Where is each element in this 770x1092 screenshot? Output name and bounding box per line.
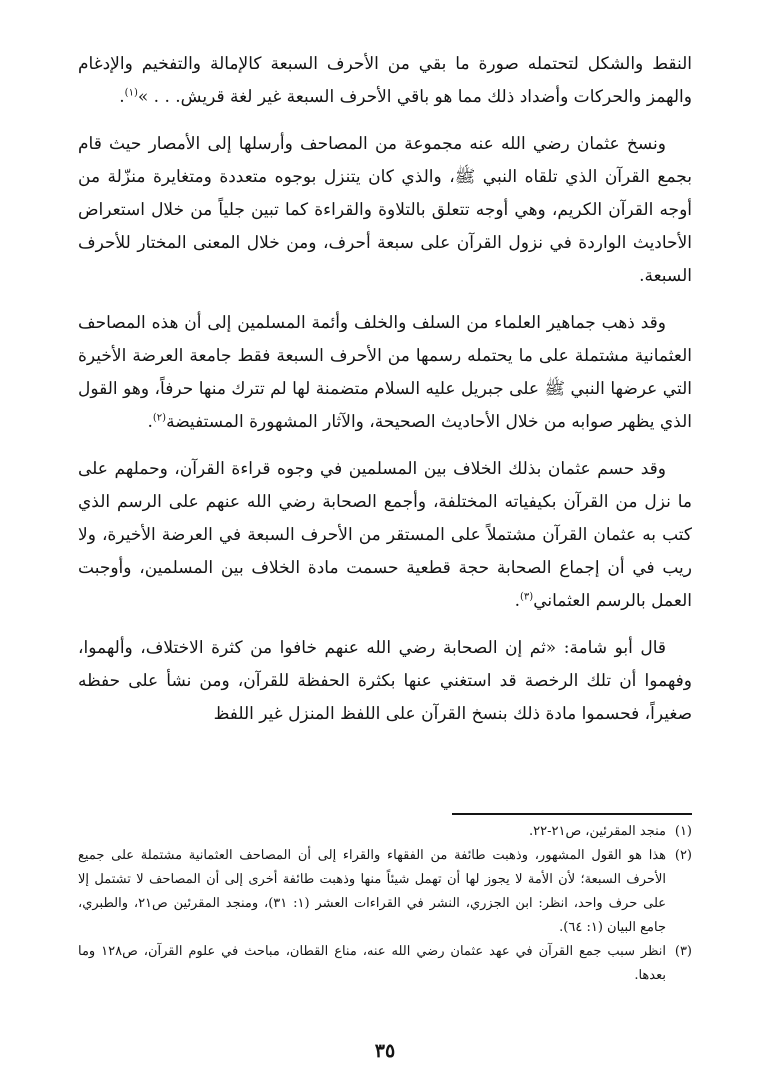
paragraph-abu-shama-quote: قال أبو شامة: «ثم إن الصحابة رضي الله عنهم خافوا من كثرة الاختلاف، وألهموا، وفهموا أن تلك الرخصة قد استغني عنها بكثرة الحفظة للقرآن، ومن نشأ على حفظه صغيراً، فحسموا مادة ذلك بنسخ القرآن على اللفظ المنزل غير اللفظ [78,638,692,724]
footnote-3 [78,940,692,988]
footnote-text: انظر سبب جمع القرآن في عهد عثمان رضي الله عنه، مناع القطان، مباحث في علوم القرآن، ص١٢٨ وما بعدها. [78,944,667,983]
page-number: ٣٥ [374,1040,396,1062]
footnote-number: (٣) [674,944,692,959]
footnote-ref-1: (١) [124,87,138,99]
footnotes [78,820,692,988]
footnote-text: هذا هو القول المشهور، وذهبت طائفة من الفقهاء والقراء إلى أن المصاحف العثمانية مشتملة على جميع الأحرف السبعة؛ لأن الأمة لا يجوز لها أن تهمل شيئاً منها وذهبت طائفة أخرى إلى أن المصاحف لا تشتمل إلا على حرف واحد، انظر: ابن الجزري، النشر في القراءات العشر (١: ٣١)، ومنجد المقرئين ص٢١، والطبري، جامع البيان (١: ٦٤). [78,848,667,935]
paragraph-continuation: النقط والشكل لتحتمله صورة ما بقي من الأحرف السبعة كالإمالة والتفخيم والإدغام والهمز والحركات وأضداد ذلك مما هو باقي الأحرف السبعة غير لغة قريش. . . »$^{(١)}$. [78,54,692,107]
footnote-divider [452,813,692,815]
footnote-ref-2: (٢) [152,412,167,424]
paragraph-uthman-copies: ونسخ عثمان رضي الله عنه مجموعة من المصاحف وأرسلها إلى الأمصار حيث قام بجمع القرآن الذي تلقاه النبي ﷺ، والذي كان يتنزل بوجوه متعددة ومتغايرة منزّلة من أوجه القرآن الكريم، وهي أوجه تتعلق بالتلاوة والقراءة كما تبين جلياً من خلال استعراض الأحاديث الواردة في نزول القرآن على سبعة أحرف، ومن خلال المعنى المختار للأحرف السبعة. [78,134,692,286]
footnote-1 [78,820,692,844]
paragraph-consensus: وقد حسم عثمان بذلك الخلاف بين المسلمين في وجوه قراءة القرآن، وحملهم على ما نزل من القرآن بكيفياته المختلفة، وأجمع الصحابة رضي الله عنهم على الرسم الذي كتب به عثمان القرآن مشتملاً على المستقر من الأحرف السبعة في العرضة الأخيرة، ولا ريب في أن إجماع الصحابة حجة قطعية حسمت مادة الخلاف بين المسلمين، وأوجبت العمل بالرسم العثماني$^{(٣)}$. [78,459,692,611]
footnote-number: (٢) [674,848,692,863]
footnote-number: (١) [674,824,692,839]
main-text [78,48,692,745]
footnote-text: منجد المقرئين، ص٢١-٢٢. [528,824,666,839]
footnote-2 [78,844,692,940]
footnote-ref-3: (٣) [520,591,534,603]
paragraph-scholars-view: وقد ذهب جماهير العلماء من السلف والخلف وأئمة المسلمين إلى أن هذه المصاحف العثمانية مشتملة على ما يحتمله رسمها من الأحرف السبعة فقط جامعة العرضة الأخيرة التي عرضها النبي ﷺ على جبريل عليه السلام متضمنة لها لم تترك منها حرفاً، وهو القول الذي يظهر صوابه من خلال الأحاديث الصحيحة، والآثار المشهورة المستفيضة$^{(٢)}$. [78,313,692,432]
